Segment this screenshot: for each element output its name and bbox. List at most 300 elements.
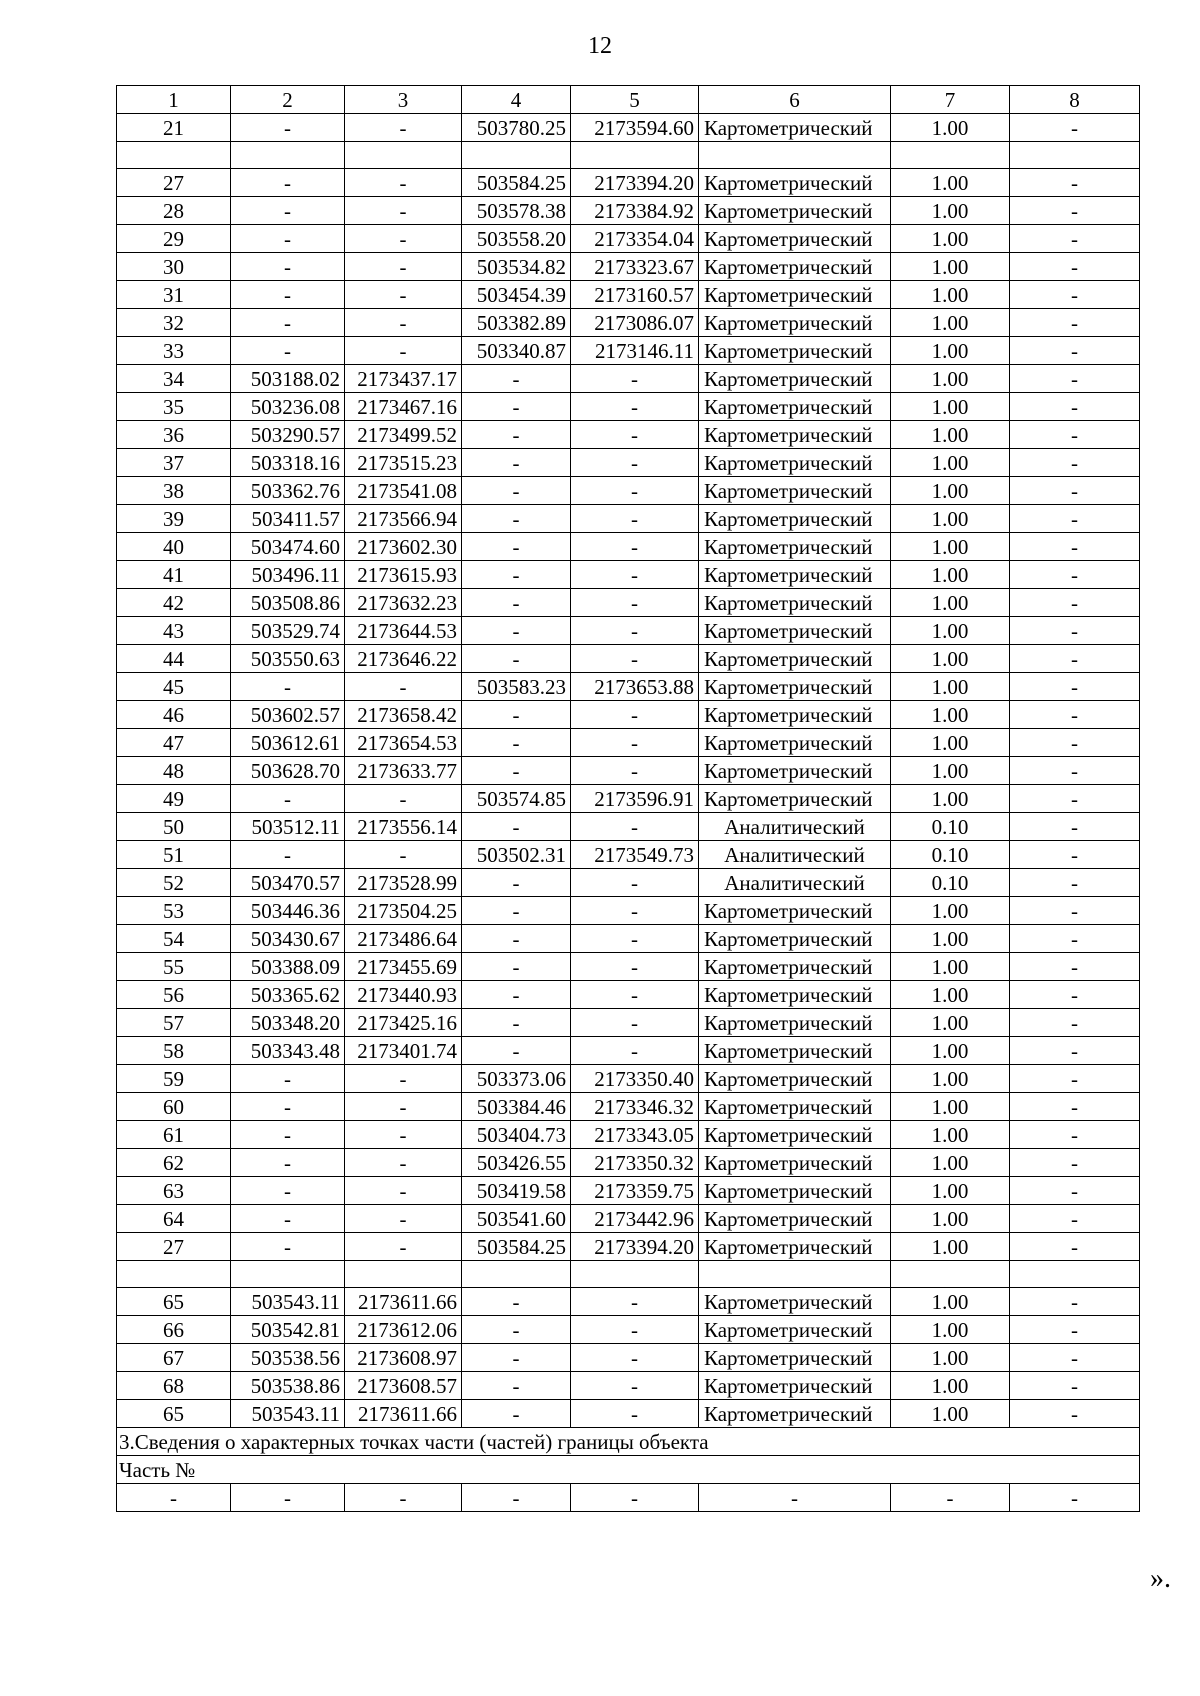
table-cell: 503454.39 <box>462 281 571 309</box>
table-cell: Картометрический <box>699 729 891 757</box>
table-cell: - <box>571 421 699 449</box>
table-cell: 2173646.22 <box>345 645 462 673</box>
table-row <box>117 365 1140 393</box>
table-cell: 55 <box>117 953 231 981</box>
table-cell: 1.00 <box>891 701 1010 729</box>
table-cell: - <box>571 925 699 953</box>
table-cell: - <box>462 365 571 393</box>
table-cell: 503602.57 <box>231 701 345 729</box>
table-row <box>117 253 1140 281</box>
table-row <box>117 1037 1140 1065</box>
empty-row <box>117 142 1140 169</box>
part-label-row <box>117 1456 1140 1484</box>
table-cell: 503612.61 <box>231 729 345 757</box>
table-cell: - <box>571 813 699 841</box>
table-cell: 1.00 <box>891 1233 1010 1261</box>
table-cell: 46 <box>117 701 231 729</box>
table-row <box>117 197 1140 225</box>
table-row <box>117 1288 1140 1316</box>
table-cell: 503578.38 <box>462 197 571 225</box>
table-cell: Картометрический <box>699 477 891 505</box>
table-cell: - <box>1010 1233 1140 1261</box>
table-cell: 28 <box>117 197 231 225</box>
table-cell: - <box>1010 841 1140 869</box>
table-cell: 503426.55 <box>462 1149 571 1177</box>
table-cell: 2173394.20 <box>571 1233 699 1261</box>
table-cell: - <box>1010 1037 1140 1065</box>
table-cell: - <box>231 1205 345 1233</box>
table-cell: 503373.06 <box>462 1065 571 1093</box>
table-cell: 1.00 <box>891 1400 1010 1428</box>
table-cell: - <box>462 1484 571 1512</box>
table-cell: 503411.57 <box>231 505 345 533</box>
table-cell: 27 <box>117 1233 231 1261</box>
table-cell: 1.00 <box>891 757 1010 785</box>
table-cell: 2173346.32 <box>571 1093 699 1121</box>
table-cell: - <box>345 1233 462 1261</box>
table-cell: 41 <box>117 561 231 589</box>
table-cell: Аналитический <box>699 869 891 897</box>
table-cell: - <box>1010 477 1140 505</box>
table-cell: 65 <box>117 1288 231 1316</box>
table-cell: 1.00 <box>891 1344 1010 1372</box>
table-cell: - <box>1010 169 1140 197</box>
table-row <box>117 701 1140 729</box>
table-cell: - <box>345 1177 462 1205</box>
table-cell: - <box>345 225 462 253</box>
table-cell: - <box>1010 785 1140 813</box>
table-cell: 1.00 <box>891 1177 1010 1205</box>
table-cell <box>231 142 345 169</box>
table-cell: 1.00 <box>891 337 1010 365</box>
table-row <box>117 645 1140 673</box>
table-cell: 1.00 <box>891 1065 1010 1093</box>
table-cell: 32 <box>117 309 231 337</box>
table-cell: - <box>1010 1372 1140 1400</box>
table-cell: Картометрический <box>699 421 891 449</box>
table-cell: - <box>345 309 462 337</box>
table-cell: - <box>571 1344 699 1372</box>
table-cell: Картометрический <box>699 701 891 729</box>
table-cell: 61 <box>117 1121 231 1149</box>
table-cell: - <box>1010 114 1140 142</box>
table-row <box>117 841 1140 869</box>
table-cell: - <box>1010 421 1140 449</box>
table-cell: - <box>345 197 462 225</box>
table-cell: 40 <box>117 533 231 561</box>
table-cell: Картометрический <box>699 225 891 253</box>
table-cell: 27 <box>117 169 231 197</box>
table-cell: 2173486.64 <box>345 925 462 953</box>
table-cell: - <box>231 785 345 813</box>
table-cell: 503584.25 <box>462 169 571 197</box>
table-cell: - <box>231 841 345 869</box>
table-cell: Картометрический <box>699 1037 891 1065</box>
header-row <box>117 86 1140 114</box>
table-cell: 503543.11 <box>231 1400 345 1428</box>
table-cell: 503362.76 <box>231 477 345 505</box>
table-cell: 2173401.74 <box>345 1037 462 1065</box>
table-cell: - <box>462 393 571 421</box>
table-row <box>117 1121 1140 1149</box>
table-cell: 68 <box>117 1372 231 1400</box>
table-cell: 35 <box>117 393 231 421</box>
table-cell: - <box>231 1121 345 1149</box>
table-cell: 1.00 <box>891 1009 1010 1037</box>
table-row <box>117 785 1140 813</box>
table-row <box>117 981 1140 1009</box>
table-cell: - <box>462 477 571 505</box>
table-cell: 503382.89 <box>462 309 571 337</box>
table-cell: - <box>231 225 345 253</box>
table-cell: - <box>571 897 699 925</box>
table-cell <box>891 142 1010 169</box>
table-cell: 503628.70 <box>231 757 345 785</box>
coordinates-table <box>116 85 1140 1512</box>
table-cell: 53 <box>117 897 231 925</box>
table-cell: Картометрический <box>699 253 891 281</box>
table-row <box>117 589 1140 617</box>
table-cell: - <box>345 1065 462 1093</box>
table-cell: 1.00 <box>891 253 1010 281</box>
table-cell: 2173384.92 <box>571 197 699 225</box>
table-cell: 2173467.16 <box>345 393 462 421</box>
table-cell: 1.00 <box>891 1037 1010 1065</box>
table-cell: 503534.82 <box>462 253 571 281</box>
table-cell: - <box>1010 1205 1140 1233</box>
table-cell: 2173596.91 <box>571 785 699 813</box>
table-cell <box>1010 1261 1140 1288</box>
table-cell: 2173602.30 <box>345 533 462 561</box>
table-cell: 2173611.66 <box>345 1400 462 1428</box>
table-cell: Аналитический <box>699 841 891 869</box>
table-cell: - <box>345 253 462 281</box>
table-cell: 65 <box>117 1400 231 1428</box>
table-cell: - <box>571 645 699 673</box>
table-cell: Картометрический <box>699 1400 891 1428</box>
table-cell: 1.00 <box>891 477 1010 505</box>
table-cell: 0.10 <box>891 841 1010 869</box>
table-cell: 57 <box>117 1009 231 1037</box>
table-cell: Картометрический <box>699 589 891 617</box>
table-cell: 2173499.52 <box>345 421 462 449</box>
table-cell: Картометрический <box>699 925 891 953</box>
table-cell: 56 <box>117 981 231 1009</box>
table-cell: - <box>231 253 345 281</box>
table-cell: - <box>571 981 699 1009</box>
table-cell: 2173160.57 <box>571 281 699 309</box>
table-cell: 2173566.94 <box>345 505 462 533</box>
table-cell: 1.00 <box>891 365 1010 393</box>
table-cell: Картометрический <box>699 1344 891 1372</box>
table-cell: 2173086.07 <box>571 309 699 337</box>
table-cell: 503318.16 <box>231 449 345 477</box>
table-cell: 54 <box>117 925 231 953</box>
table-cell: 503574.85 <box>462 785 571 813</box>
section-body <box>117 1428 1140 1512</box>
table-row <box>117 897 1140 925</box>
table-cell <box>699 1261 891 1288</box>
table-cell: - <box>1010 617 1140 645</box>
table-cell: 503529.74 <box>231 617 345 645</box>
table-cell <box>231 1261 345 1288</box>
table-cell: - <box>891 1484 1010 1512</box>
table-cell: - <box>1010 757 1140 785</box>
table-cell: Картометрический <box>699 505 891 533</box>
table-cell: 2173394.20 <box>571 169 699 197</box>
table-cell: - <box>345 281 462 309</box>
table-cell: - <box>462 1372 571 1400</box>
table-cell: 503446.36 <box>231 897 345 925</box>
table-cell: 2173612.06 <box>345 1316 462 1344</box>
table-cell: 2173515.23 <box>345 449 462 477</box>
table-cell <box>699 142 891 169</box>
table-cell: 503343.48 <box>231 1037 345 1065</box>
table-cell: - <box>571 1037 699 1065</box>
table-cell: 39 <box>117 505 231 533</box>
table-cell: - <box>231 1065 345 1093</box>
table-row <box>117 1233 1140 1261</box>
table-row <box>117 869 1140 897</box>
table-cell: 60 <box>117 1093 231 1121</box>
table-cell: - <box>462 1009 571 1037</box>
table-cell: - <box>231 114 345 142</box>
table-cell: 2173658.42 <box>345 701 462 729</box>
table-cell: Картометрический <box>699 673 891 701</box>
table-cell: - <box>462 1400 571 1428</box>
table-cell: - <box>1010 1009 1140 1037</box>
table-cell: 503430.67 <box>231 925 345 953</box>
table-cell: 51 <box>117 841 231 869</box>
table-cell: Картометрический <box>699 1316 891 1344</box>
table-cell: 503496.11 <box>231 561 345 589</box>
table-row <box>117 1372 1140 1400</box>
table-cell: 1.00 <box>891 449 1010 477</box>
table-cell: - <box>1010 225 1140 253</box>
table-cell: - <box>571 393 699 421</box>
table-row <box>117 617 1140 645</box>
part-label: Часть № <box>117 1456 1140 1484</box>
table-row <box>117 393 1140 421</box>
table-cell: 37 <box>117 449 231 477</box>
table-cell: 1.00 <box>891 1316 1010 1344</box>
table-cell: - <box>462 505 571 533</box>
table-cell: - <box>1010 645 1140 673</box>
table-cell: - <box>1010 869 1140 897</box>
table-cell: - <box>1010 925 1140 953</box>
table-cell: 1.00 <box>891 1093 1010 1121</box>
table-cell: 503542.81 <box>231 1316 345 1344</box>
table-cell: 2173556.14 <box>345 813 462 841</box>
table-cell: - <box>571 1372 699 1400</box>
table-cell: 1.00 <box>891 1121 1010 1149</box>
table-cell: - <box>462 589 571 617</box>
table-row <box>117 309 1140 337</box>
table-cell: 503538.56 <box>231 1344 345 1372</box>
table-cell: 503188.02 <box>231 365 345 393</box>
table-row <box>117 729 1140 757</box>
table-cell: - <box>1010 1149 1140 1177</box>
table-cell: - <box>345 1093 462 1121</box>
table-cell: - <box>1010 561 1140 589</box>
page-number: 12 <box>588 33 612 59</box>
table-cell: 503550.63 <box>231 645 345 673</box>
table-row <box>117 337 1140 365</box>
table-cell: - <box>462 617 571 645</box>
table-cell: 2173608.57 <box>345 1372 462 1400</box>
column-header: 5 <box>571 86 699 114</box>
table-cell: - <box>1010 953 1140 981</box>
table-cell <box>462 142 571 169</box>
table-cell: Картометрический <box>699 785 891 813</box>
table-cell: 2173455.69 <box>345 953 462 981</box>
table-cell: - <box>231 1177 345 1205</box>
table-cell: - <box>571 617 699 645</box>
table-cell: 1.00 <box>891 1205 1010 1233</box>
table-cell: 1.00 <box>891 925 1010 953</box>
section-title: 3.Сведения о характерных точках части (частей) границы объекта <box>117 1428 1140 1456</box>
table-cell: 503348.20 <box>231 1009 345 1037</box>
table-cell: - <box>231 1233 345 1261</box>
table-cell: - <box>1010 337 1140 365</box>
table-cell: 31 <box>117 281 231 309</box>
table-cell: 64 <box>117 1205 231 1233</box>
table-cell: 503474.60 <box>231 533 345 561</box>
table-cell: 48 <box>117 757 231 785</box>
table-cell: - <box>1010 533 1140 561</box>
table-cell: 1.00 <box>891 309 1010 337</box>
table-cell: 1.00 <box>891 953 1010 981</box>
table-cell: - <box>345 673 462 701</box>
table-row <box>117 757 1140 785</box>
table-cell: - <box>345 169 462 197</box>
column-header: 6 <box>699 86 891 114</box>
table-cell: 2173528.99 <box>345 869 462 897</box>
table-cell: 503512.11 <box>231 813 345 841</box>
table-cell: Картометрический <box>699 309 891 337</box>
table-cell: - <box>231 1484 345 1512</box>
table-cell: - <box>462 953 571 981</box>
table-cell: Картометрический <box>699 365 891 393</box>
table-row <box>117 953 1140 981</box>
table-cell: - <box>1010 281 1140 309</box>
table-cell: Картометрический <box>699 981 891 1009</box>
table-cell: Картометрический <box>699 1009 891 1037</box>
table-cell: 49 <box>117 785 231 813</box>
table-cell: - <box>1010 897 1140 925</box>
table-cell: 2173146.11 <box>571 337 699 365</box>
table-cell: Картометрический <box>699 1288 891 1316</box>
table-cell: - <box>462 729 571 757</box>
table-body <box>117 86 1140 1428</box>
table-cell: - <box>571 533 699 561</box>
table-cell: Картометрический <box>699 645 891 673</box>
table-cell: Картометрический <box>699 617 891 645</box>
table-cell: Картометрический <box>699 897 891 925</box>
table-cell: 2173350.40 <box>571 1065 699 1093</box>
table-row <box>117 1009 1140 1037</box>
table-cell: 21 <box>117 114 231 142</box>
table-row <box>117 673 1140 701</box>
table-cell: Картометрический <box>699 1205 891 1233</box>
table-row <box>117 114 1140 142</box>
table-cell: Картометрический <box>699 1093 891 1121</box>
table-row <box>117 1316 1140 1344</box>
table-cell: - <box>231 169 345 197</box>
table-cell <box>1010 142 1140 169</box>
table-cell: 1.00 <box>891 729 1010 757</box>
table-cell <box>571 142 699 169</box>
table-cell: - <box>571 1400 699 1428</box>
table-cell: - <box>571 505 699 533</box>
table-cell: - <box>231 1149 345 1177</box>
table-cell: 33 <box>117 337 231 365</box>
table-row <box>117 1400 1140 1428</box>
table-cell: Картометрический <box>699 114 891 142</box>
table-cell: 30 <box>117 253 231 281</box>
table-cell: 2173653.88 <box>571 673 699 701</box>
table-row <box>117 1149 1140 1177</box>
table-cell: 58 <box>117 1037 231 1065</box>
final-row <box>117 1484 1140 1512</box>
table-cell: 2173644.53 <box>345 617 462 645</box>
table-cell: - <box>231 1093 345 1121</box>
table-cell: 1.00 <box>891 169 1010 197</box>
table-cell <box>571 1261 699 1288</box>
table-cell: - <box>699 1484 891 1512</box>
column-header: 8 <box>1010 86 1140 114</box>
table-cell: Картометрический <box>699 337 891 365</box>
table-cell: Картометрический <box>699 1121 891 1149</box>
table-cell: 503340.87 <box>462 337 571 365</box>
table-cell: 1.00 <box>891 589 1010 617</box>
table-cell <box>117 1261 231 1288</box>
table-cell: Картометрический <box>699 1233 891 1261</box>
table-cell: - <box>345 1484 462 1512</box>
table-cell: 62 <box>117 1149 231 1177</box>
table-cell: - <box>571 1288 699 1316</box>
table-cell: 59 <box>117 1065 231 1093</box>
closing-quote-mark: ». <box>1150 1563 1171 1594</box>
table-cell: - <box>571 869 699 897</box>
table-cell: Картометрический <box>699 169 891 197</box>
table-cell: - <box>1010 197 1140 225</box>
table-cell: 503508.86 <box>231 589 345 617</box>
table-cell: 503558.20 <box>462 225 571 253</box>
table-cell: - <box>1010 1177 1140 1205</box>
table-cell: - <box>1010 1400 1140 1428</box>
table-cell: - <box>462 925 571 953</box>
table-cell: 2173323.67 <box>571 253 699 281</box>
table-cell: 2173615.93 <box>345 561 462 589</box>
table-cell: 2173354.04 <box>571 225 699 253</box>
table-cell: 38 <box>117 477 231 505</box>
table-cell: 2173442.96 <box>571 1205 699 1233</box>
table-cell: 43 <box>117 617 231 645</box>
table-cell: 503584.25 <box>462 1233 571 1261</box>
table-cell: - <box>571 729 699 757</box>
table-cell: 1.00 <box>891 645 1010 673</box>
table-cell: 45 <box>117 673 231 701</box>
table-cell: - <box>462 421 571 449</box>
table-cell: - <box>345 1205 462 1233</box>
table-cell: 47 <box>117 729 231 757</box>
table-cell: - <box>462 645 571 673</box>
table-cell: - <box>231 197 345 225</box>
table-cell: 63 <box>117 1177 231 1205</box>
table-cell: 503780.25 <box>462 114 571 142</box>
section-title-row <box>117 1428 1140 1456</box>
